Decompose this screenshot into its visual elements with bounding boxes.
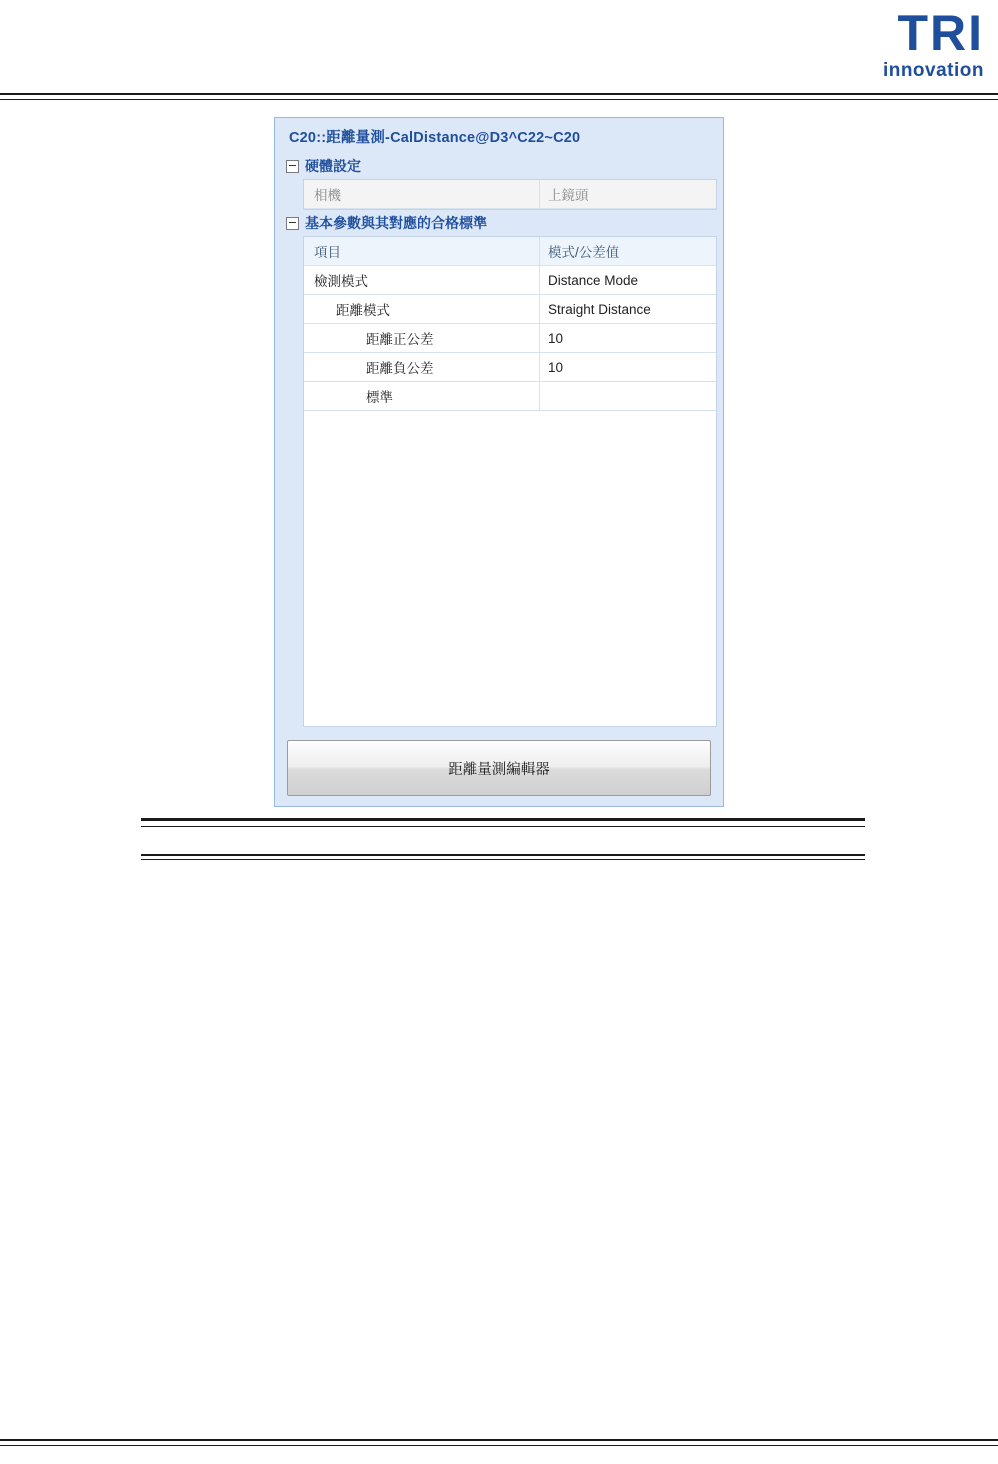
param-value-distance-mode[interactable]: Straight Distance bbox=[548, 301, 651, 317]
param-label-inspection-mode: 檢測模式 bbox=[304, 266, 540, 294]
logo-wordmark: TRI bbox=[897, 5, 984, 61]
tri-innovation-logo bbox=[824, 6, 984, 90]
page-footer-divider bbox=[0, 1439, 998, 1446]
collapse-icon[interactable] bbox=[281, 217, 303, 230]
param-label-standard: 標準 bbox=[304, 382, 540, 410]
logo-tagline: innovation bbox=[882, 60, 984, 81]
param-label-positive-tolerance: 距離正公差 bbox=[304, 324, 540, 352]
param-value-inspection-mode[interactable]: Distance Mode bbox=[548, 272, 639, 288]
param-value-positive-tolerance[interactable]: 10 bbox=[548, 330, 564, 346]
camera-label: 相機 bbox=[304, 180, 540, 208]
group-label-parameters: 基本參數與其對應的合格標準 bbox=[305, 215, 487, 231]
table-row bbox=[304, 180, 716, 209]
param-value-standard[interactable] bbox=[540, 382, 716, 410]
group-header-hardware[interactable] bbox=[281, 153, 717, 179]
table-row[interactable] bbox=[304, 266, 716, 295]
column-header-item: 項目 bbox=[304, 237, 540, 265]
panel-title: C20::距離量測-CalDistance@D3^C22~C20 bbox=[289, 130, 581, 146]
table-row[interactable] bbox=[304, 382, 716, 411]
parameters-grid bbox=[303, 236, 717, 411]
group-header-parameters[interactable] bbox=[281, 210, 717, 236]
hardware-grid bbox=[303, 179, 717, 210]
param-label-distance-mode: 距離模式 bbox=[304, 295, 540, 323]
content-divider-bottom bbox=[141, 854, 865, 860]
property-panel bbox=[274, 117, 724, 807]
empty-grid-area bbox=[303, 411, 717, 727]
table-row[interactable] bbox=[304, 353, 716, 382]
table-row[interactable] bbox=[304, 324, 716, 353]
param-value-negative-tolerance[interactable]: 10 bbox=[548, 359, 564, 375]
content-divider-top bbox=[141, 818, 865, 827]
param-label-negative-tolerance: 距離負公差 bbox=[304, 353, 540, 381]
table-header-row bbox=[304, 237, 716, 266]
header-divider bbox=[0, 93, 998, 100]
table-row[interactable] bbox=[304, 295, 716, 324]
group-label-hardware: 硬體設定 bbox=[305, 158, 361, 174]
column-header-value: 模式/公差值 bbox=[548, 245, 620, 260]
camera-value[interactable]: 上鏡頭 bbox=[540, 180, 716, 208]
distance-measure-editor-button[interactable]: 距離量測編輯器 bbox=[287, 740, 711, 796]
collapse-icon[interactable] bbox=[281, 160, 303, 173]
